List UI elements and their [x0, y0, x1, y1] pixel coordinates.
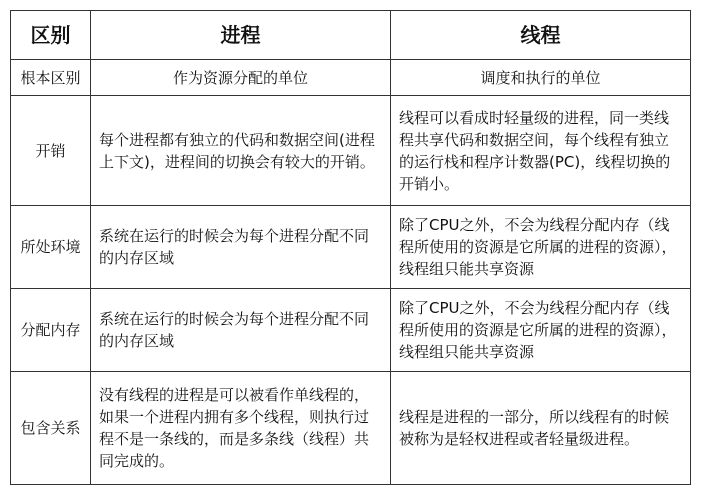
row-category: 开销: [11, 96, 91, 205]
table-row: [11, 205, 691, 288]
row-thread: 线程可以看成时轻量级的进程，同一类线程共享代码和数据空间，每个线程有独立的运行栈和程序计数器(PC)，线程切换的开销小。: [391, 96, 691, 205]
row-process: 系统在运行的时候会为每个进程分配不同的内存区域: [91, 205, 391, 288]
row-category: 包含关系: [11, 371, 91, 484]
row-process: 没有线程的进程是可以被看作单线程的，如果一个进程内拥有多个线程，则执行过程不是一条线的，而是多条线（线程）共同完成的。: [91, 371, 391, 484]
comparison-table: [10, 10, 691, 485]
table-row: [11, 288, 691, 371]
table-row: [11, 96, 691, 205]
row-thread: 除了CPU之外，不会为线程分配内存（线程所使用的资源是它所属的进程的资源），线程组只能共享资源: [391, 205, 691, 288]
row-process: 作为资源分配的单位: [91, 60, 391, 96]
row-category: 所处环境: [11, 205, 91, 288]
row-process: 每个进程都有独立的代码和数据空间(进程上下文)，进程间的切换会有较大的开销。: [91, 96, 391, 205]
table-row: [11, 60, 691, 96]
row-thread: 调度和执行的单位: [391, 60, 691, 96]
row-category: 分配内存: [11, 288, 91, 371]
row-thread: 除了CPU之外，不会为线程分配内存（线程所使用的资源是它所属的进程的资源），线程组只能共享资源: [391, 288, 691, 371]
header-row: [11, 11, 691, 60]
header-thread: 线程: [391, 11, 691, 60]
header-category: 区别: [11, 11, 91, 60]
row-thread: 线程是进程的一部分，所以线程有的时候被称为是轻权进程或者轻量级进程。: [391, 371, 691, 484]
row-category: 根本区别: [11, 60, 91, 96]
table-row: [11, 371, 691, 484]
header-process: 进程: [91, 11, 391, 60]
row-process: 系统在运行的时候会为每个进程分配不同的内存区域: [91, 288, 391, 371]
